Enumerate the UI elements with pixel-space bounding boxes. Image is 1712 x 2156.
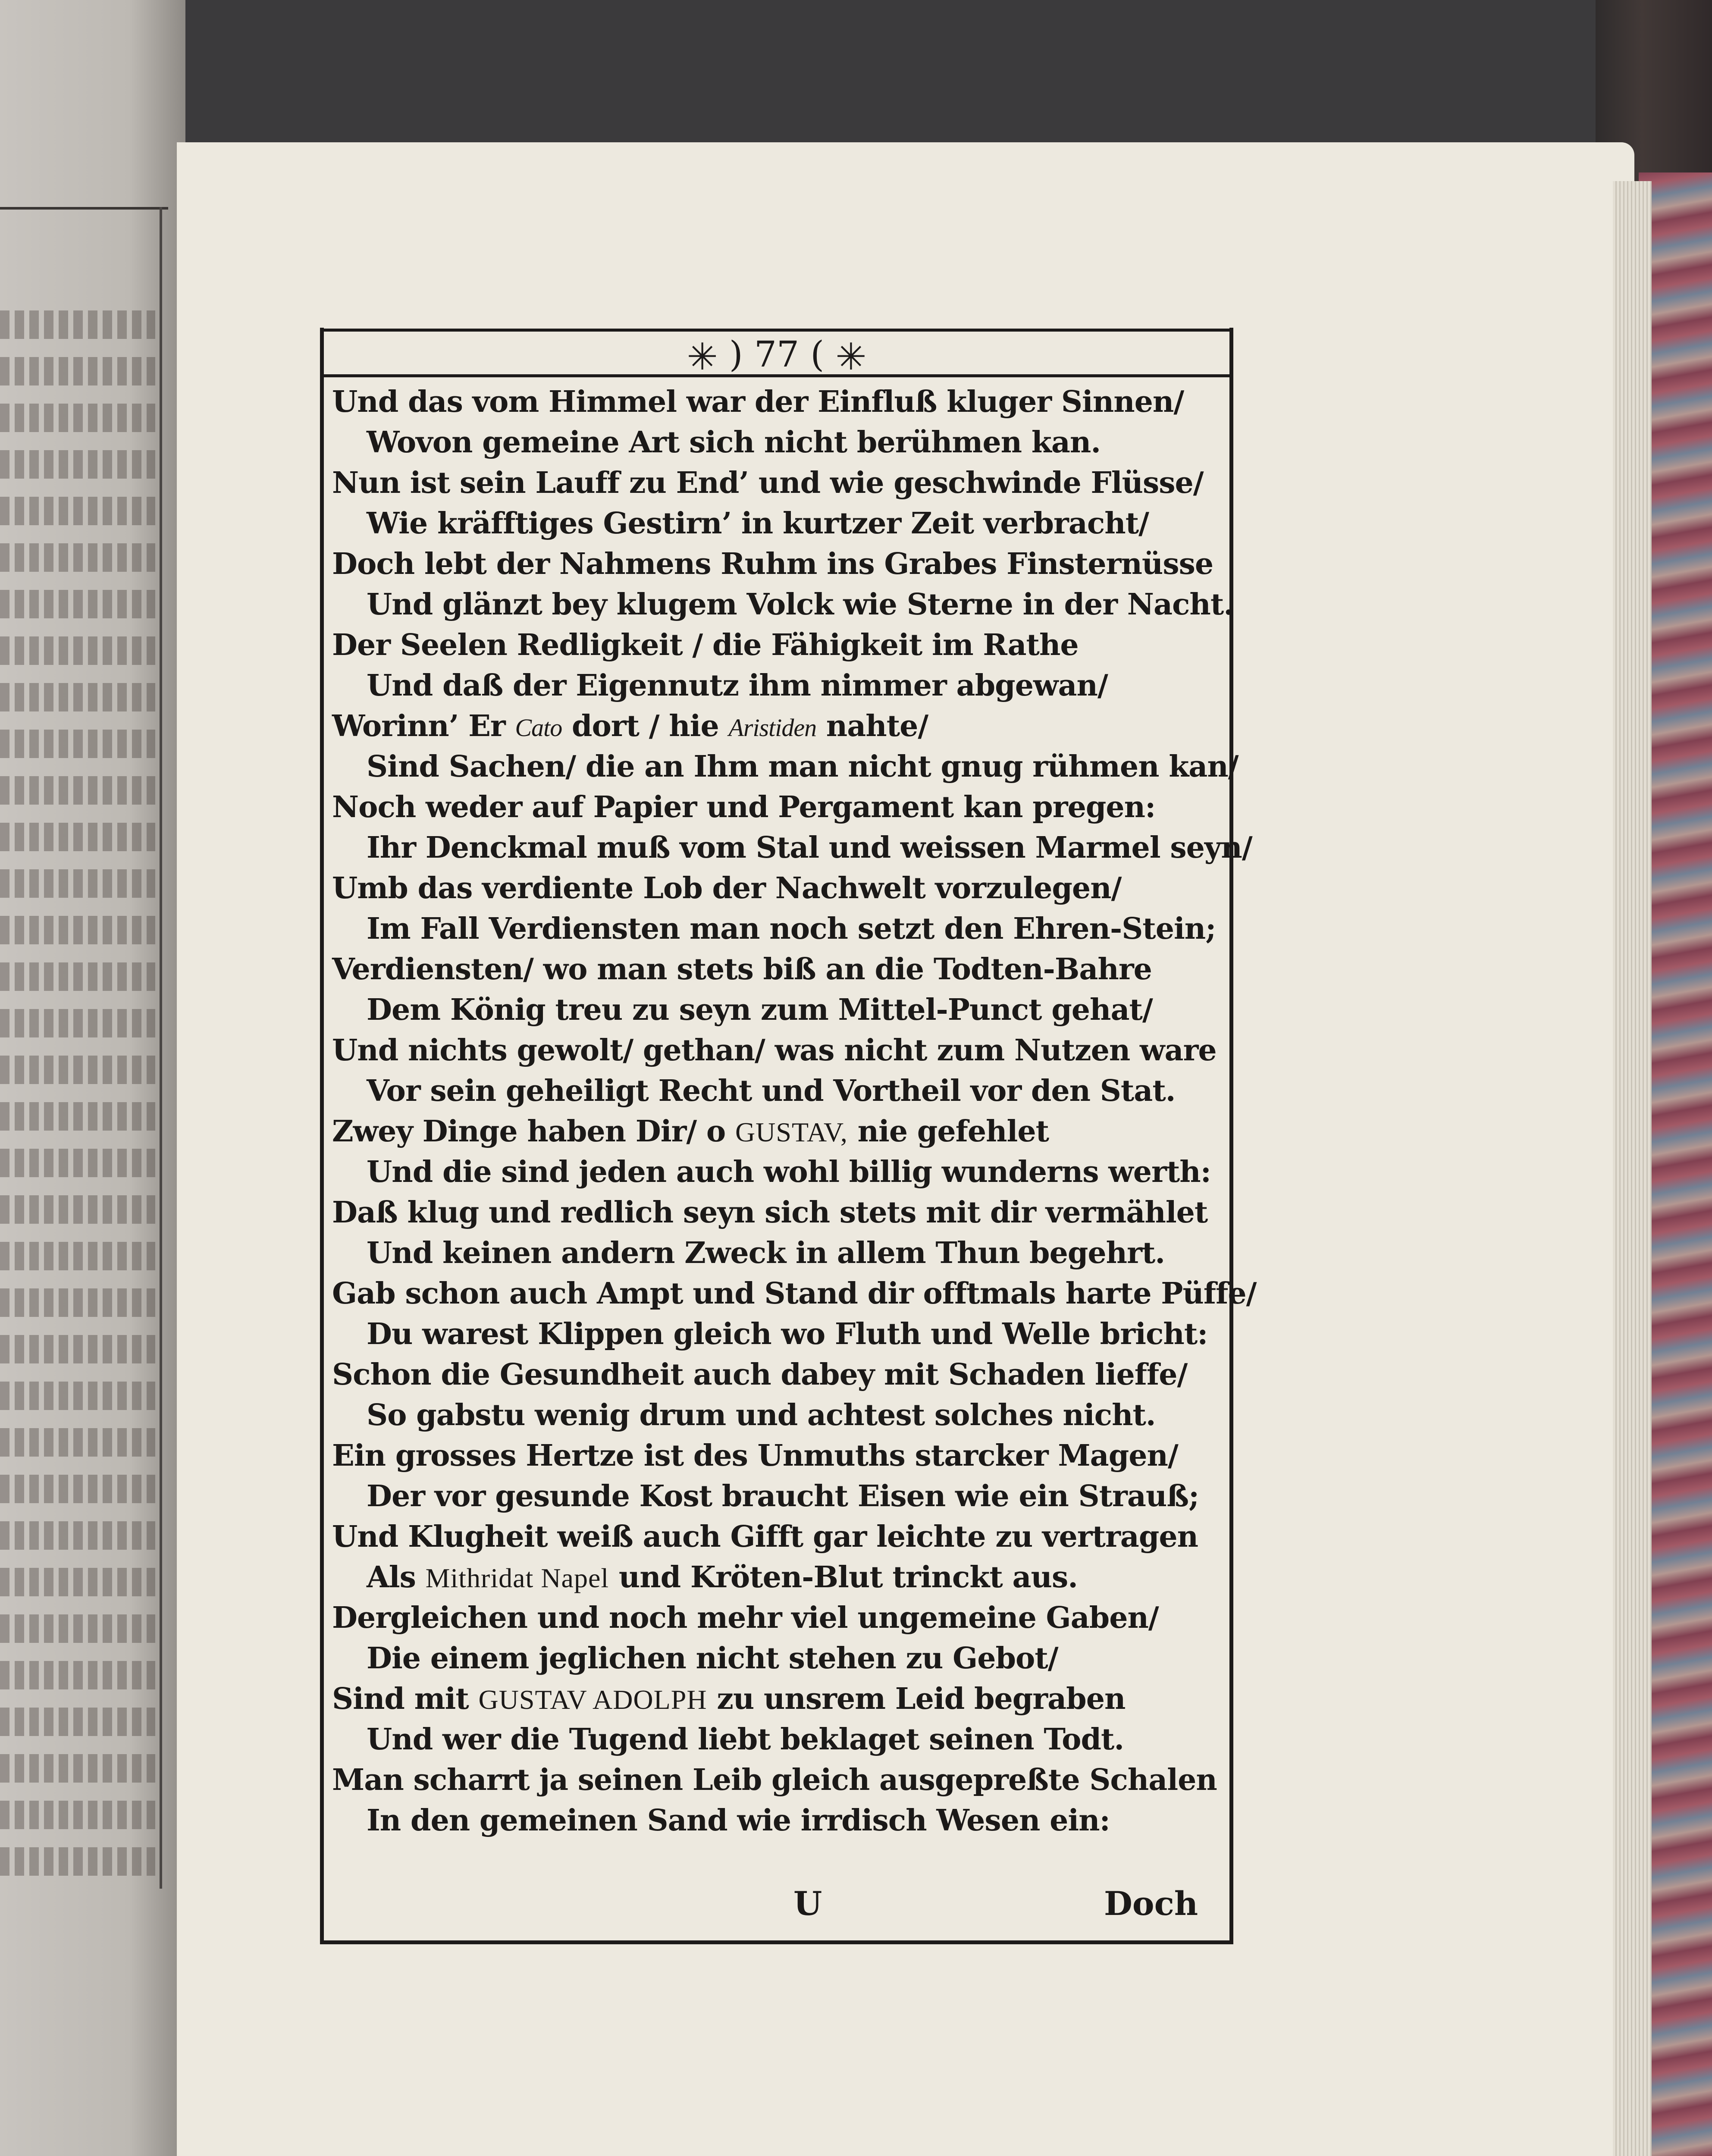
verse-text: Als	[367, 1560, 426, 1595]
verse-line	[332, 746, 1239, 787]
verse-line	[332, 1679, 1220, 1719]
verse-text: Noch weder auf Papier und Pergament kan pregen:	[332, 790, 1156, 824]
verse-line	[332, 463, 1220, 503]
verse-line	[332, 1760, 1220, 1800]
verse-text: Daß klug und redlich seyn sich stets mit dir vermählet	[332, 1195, 1208, 1230]
verse-text: Und nichts gewolt/ gethan/ was nicht zum Nutzen ware	[332, 1033, 1217, 1068]
asterisk-ornament-icon: ✳	[835, 335, 867, 379]
verse-text: nahte/	[816, 709, 928, 743]
verse-line	[332, 1273, 1257, 1314]
verse-line	[332, 1598, 1220, 1638]
verse-text: Ein grosses Hertze ist des Unmuths starcker Magen/	[332, 1438, 1178, 1473]
verse-line	[332, 1111, 1220, 1152]
frame-top-rule	[320, 329, 1233, 332]
verse-line	[332, 909, 1220, 949]
verse-text: Vor sein geheiligt Recht und Vortheil vor den Stat.	[367, 1074, 1176, 1108]
verse-line	[332, 827, 1252, 868]
verse-line	[332, 949, 1220, 990]
facing-page-left	[0, 0, 185, 2156]
verse-text: Sind Sachen/ die an Ihm man nicht gnug rühmen kan/	[367, 749, 1239, 784]
page-fore-edges	[1613, 181, 1652, 2156]
page-number: ) 77 (	[729, 334, 825, 375]
verse-line	[332, 1233, 1220, 1273]
verse-line	[332, 1435, 1220, 1476]
verse-text: Worinn’ Er	[332, 709, 515, 743]
verse-text: und Kröten-Blut trinckt aus.	[609, 1560, 1078, 1595]
verse-line	[332, 584, 1233, 625]
proper-name-italic: Cato	[515, 714, 562, 742]
verse-text: Dergleichen und noch mehr viel ungemeine Gaben/	[332, 1601, 1159, 1635]
verse-line	[332, 1152, 1220, 1192]
verse-line	[332, 1354, 1220, 1395]
verse-text: Nun ist sein Lauff zu End’ und wie geschwinde Flüsse/	[332, 466, 1204, 500]
verse-line	[332, 625, 1220, 665]
verse-text: Und glänzt bey klugem Volck wie Sterne in der Nacht.	[367, 587, 1233, 622]
verse-text: Der vor gesunde Kost braucht Eisen wie ein Strauß;	[367, 1479, 1199, 1514]
verse-text: Und keinen andern Zweck in allem Thun begehrt.	[367, 1236, 1165, 1270]
verse-text: In den gemeinen Sand wie irrdisch Wesen ein:	[367, 1803, 1110, 1838]
verse-text: Der Seelen Redligkeit / die Fähigkeit im Rathe	[332, 628, 1079, 662]
verse-line	[332, 1314, 1220, 1354]
verse-text: Und daß der Eigennutz ihm nimmer abgewan/	[367, 668, 1108, 703]
verse-text: Wie kräfftiges Gestirn’ in kurtzer Zeit verbracht/	[367, 506, 1149, 541]
facing-page-frame-edge	[160, 207, 162, 1889]
verse-line	[332, 1638, 1220, 1679]
verse-text: Und wer die Tugend liebt beklaget seinen Todt.	[367, 1722, 1124, 1757]
verse-line	[332, 1800, 1220, 1841]
verse-line	[332, 503, 1220, 544]
verse-line	[332, 1030, 1220, 1071]
verse-line	[332, 706, 1220, 746]
verse-text: So gabstu wenig drum und achtest solches nicht.	[367, 1398, 1156, 1432]
verse-line	[332, 1071, 1220, 1111]
verse-text: Man scharrt ja seinen Leib gleich ausgepreßte Schalen	[332, 1763, 1217, 1797]
verse-text: Du warest Klippen gleich wo Fluth und Welle bricht:	[367, 1317, 1208, 1351]
verse-text: Gab schon auch Ampt und Stand dir offtmals harte Püffe/	[332, 1276, 1257, 1311]
facing-page-rule	[0, 207, 168, 210]
verse-line	[332, 1719, 1220, 1760]
proper-name: GUSTAV ADOLPH	[478, 1684, 707, 1715]
verse-line	[332, 1395, 1220, 1435]
verse-text: dort / hie	[562, 709, 729, 743]
verse-text: Und das vom Himmel war der Einfluß kluger Sinnen/	[332, 385, 1184, 419]
verse-text: Und Klugheit weiß auch Gifft gar leichte zu vertragen	[332, 1520, 1198, 1554]
verse-line	[332, 1476, 1220, 1517]
verse-line	[332, 382, 1220, 422]
verse-line	[332, 1517, 1220, 1557]
verse-text: Umb das verdiente Lob der Nachwelt vorzulegen/	[332, 871, 1122, 906]
verse-text: Verdiensten/ wo man stets biß an die Todten-Bahre	[332, 952, 1152, 987]
verse-line	[332, 422, 1220, 463]
verse-line	[332, 1192, 1220, 1233]
verse-text: Schon die Gesundheit auch dabey mit Schaden lieffe/	[332, 1357, 1188, 1392]
verse-text: Zwey Dinge haben Dir/ o	[332, 1114, 735, 1149]
verse-text: Doch lebt der Nahmens Ruhm ins Grabes Finsternüsse	[332, 547, 1213, 581]
catchword: Doch	[1104, 1884, 1198, 1923]
verse-text: Sind mit	[332, 1682, 479, 1716]
facing-page-text-block	[0, 310, 155, 1894]
proper-name-italic: Aristiden	[728, 714, 817, 742]
verse-text: Wovon gemeine Art sich nicht berühmen kan.	[367, 425, 1101, 460]
verse-line	[332, 1557, 1220, 1598]
verse-line	[332, 868, 1220, 909]
running-head	[320, 334, 1233, 378]
verse-line	[332, 990, 1220, 1030]
verse-line	[332, 665, 1220, 706]
verse-line	[332, 787, 1220, 827]
verse-text: zu unsrem Leid begraben	[707, 1682, 1126, 1716]
verse-line	[332, 544, 1220, 584]
verse-text: Und die sind jeden auch wohl billig wunderns werth:	[367, 1155, 1211, 1189]
verse-text: Im Fall Verdiensten man noch setzt den Ehren-Stein;	[367, 912, 1216, 946]
proper-name: Mithridat Napel	[425, 1563, 609, 1593]
asterisk-ornament-icon: ✳	[687, 335, 718, 379]
verse-text: Ihr Denckmal muß vom Stal und weissen Marmel seyn/	[367, 830, 1252, 865]
poem-text	[332, 382, 1257, 1841]
verse-text: Die einem jeglichen nicht stehen zu Gebot/	[367, 1641, 1058, 1676]
verse-text: nie gefehlet	[847, 1114, 1049, 1149]
verse-text: Dem König treu zu seyn zum Mittel-Punct gehat/	[367, 993, 1153, 1027]
proper-name: GUSTAV,	[735, 1117, 848, 1147]
signature-mark: U	[793, 1884, 822, 1923]
